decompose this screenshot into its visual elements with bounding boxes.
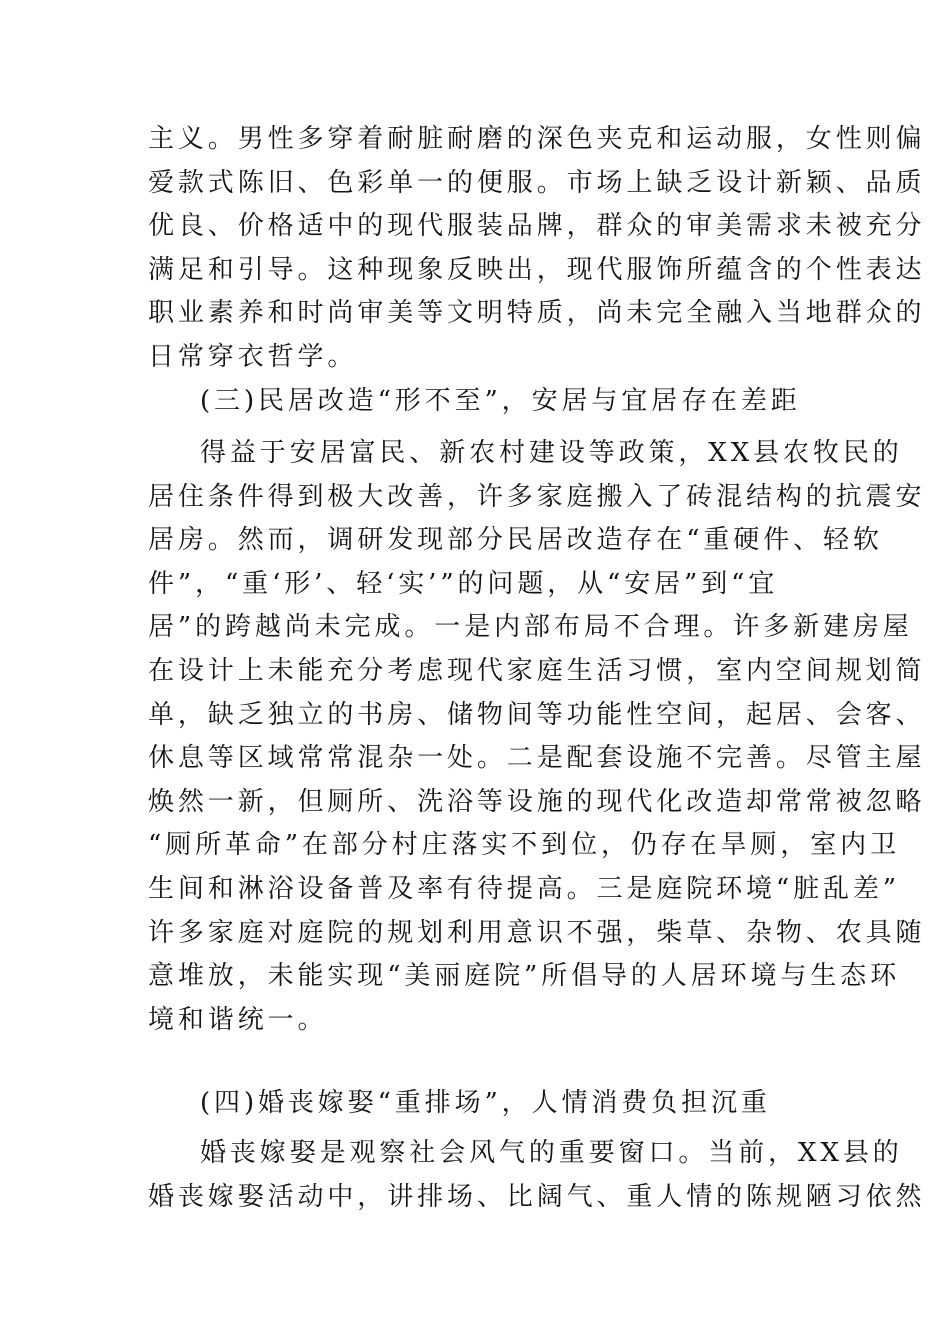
section-heading-housing: (三)民居改造“形不至”，安居与宜居存在差距 [200, 386, 801, 416]
paragraph-clothing-continued [148, 118, 926, 380]
text-line: 境和谐统一。 [148, 1004, 328, 1035]
text-line: 日常穿衣哲学。 [148, 341, 358, 372]
section-heading-3 [148, 380, 808, 424]
text-line: 意堆放，未能实现“美丽庭院”所倡导的人居环境与生态环 [148, 961, 900, 992]
text-line: 件”，“重‘形’、轻‘实’”的问题，从“安居”到“宜 [148, 568, 779, 599]
text-line: 主义。男性多穿着耐脏耐磨的深色夹克和运动服，女性则偏 [148, 124, 926, 154]
text-line: 焕然一新，但厕所、洗浴等设施的现代化改造却常常被忽略 [148, 786, 926, 817]
text-line: 单，缺乏独立的书房、储物间等功能性空间，起居、会客、 [148, 699, 926, 730]
text-line: 得益于安居富民、新农村建设等政策，XX县农牧民的 [200, 438, 903, 468]
text-line: 居房。然而，调研发现部分民居改造存在“重硬件、轻软 [148, 525, 883, 556]
text-line: 爱款式陈旧、色彩单一的便服。市场上缺乏设计新颖、品质 [148, 167, 926, 198]
text-line: 满足和引导。这种现象反映出，现代服饰所蕴含的个性表达 [148, 254, 926, 285]
text-line: “厕所革命”在部分村庄落实不到位，仍存在旱厕，室内卫 [148, 830, 900, 861]
text-line: 居住条件得到极大改善，许多家庭搬入了砖混结构的抗震安 [148, 481, 926, 512]
section-heading-weddings-funerals: (四)婚丧嫁娶“重排场”，人情消费负担沉重 [200, 1088, 771, 1118]
text-line: 婚丧嫁娶活动中，讲排场、比阔气、重人情的陈规陋习依然 [148, 1181, 926, 1212]
text-line: 生间和淋浴设备普及率有待提高。三是庭院环境“脏乱差” [148, 873, 900, 904]
paragraph-weddings-funerals [148, 1132, 926, 1219]
text-line: 婚丧嫁娶是观察社会风气的重要窗口。当前，XX县的 [200, 1138, 903, 1168]
text-line: 职业素养和时尚审美等文明特质，尚未完全融入当地群众的 [148, 298, 926, 329]
paragraph-housing [148, 432, 926, 1042]
text-line: 居”的跨越尚未完成。一是内部布局不合理。许多新建房屋 [148, 612, 913, 643]
text-line: 在设计上未能充分考虑现代家庭生活习惯，室内空间规划简 [148, 655, 926, 686]
text-line: 优良、价格适中的现代服装品牌，群众的审美需求未被充分 [148, 211, 926, 242]
section-heading-4 [148, 1082, 808, 1126]
text-line: 休息等区域常常混杂一处。二是配套设施不完善。尽管主屋 [148, 743, 926, 774]
text-line: 许多家庭对庭院的规划利用意识不强，柴草、杂物、农具随 [148, 917, 926, 948]
